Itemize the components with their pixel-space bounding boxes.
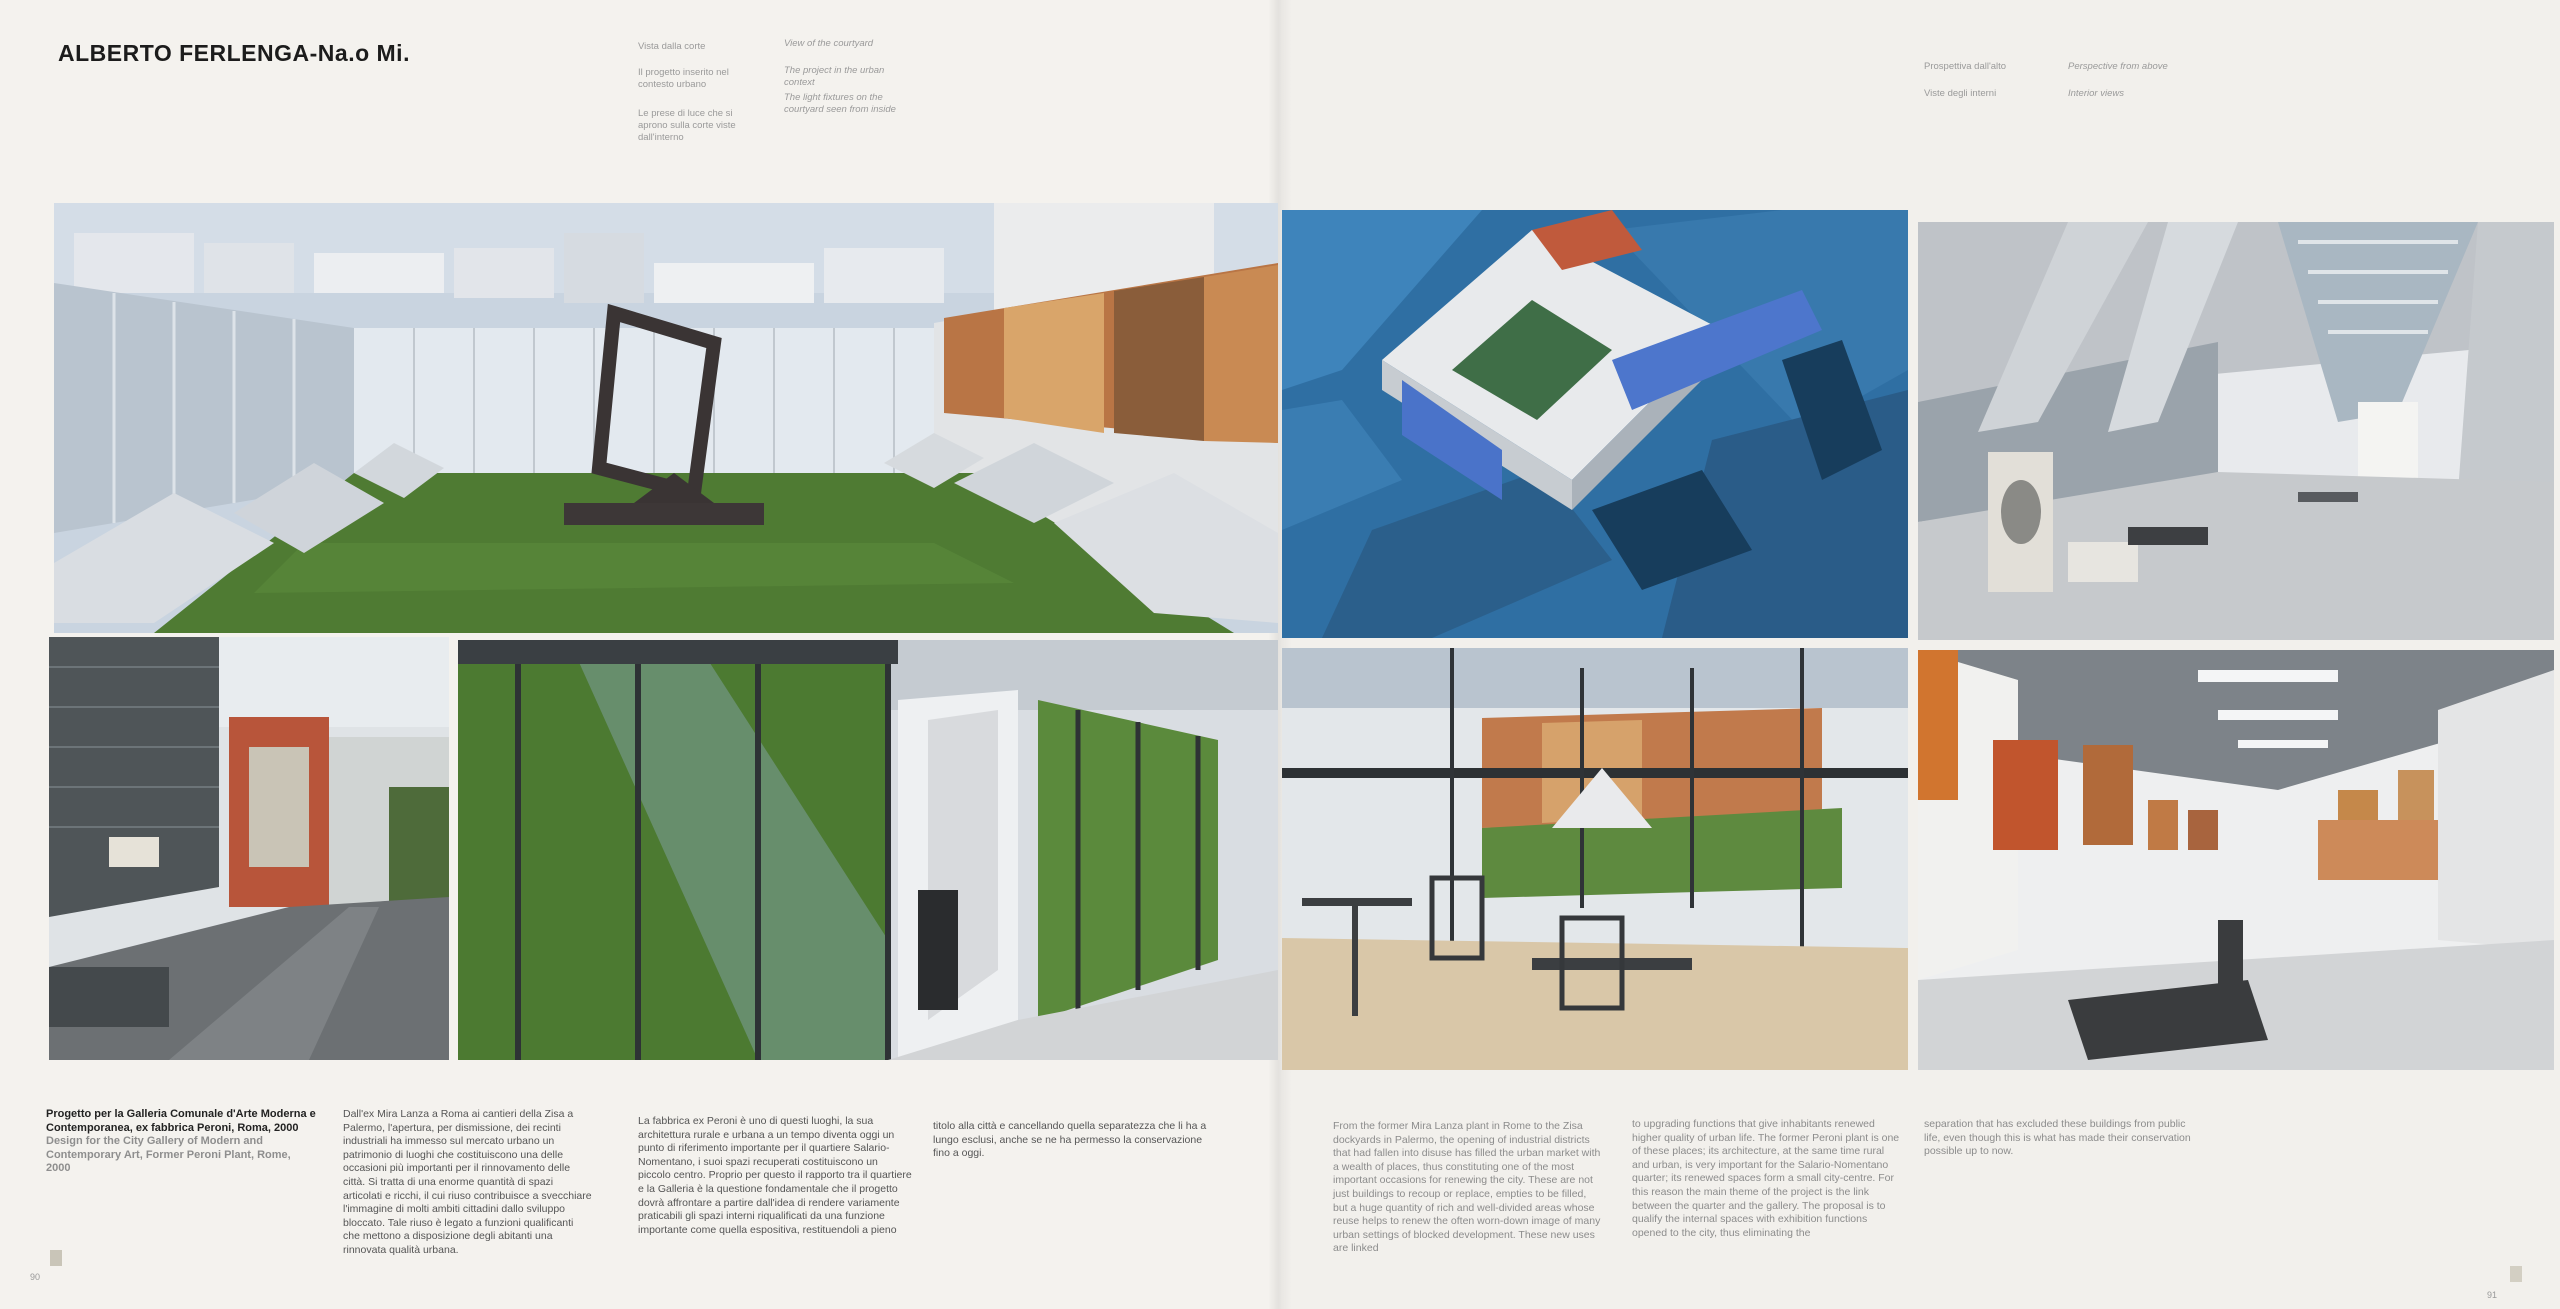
- publisher-logo-right-icon: [2510, 1266, 2522, 1282]
- interior-hall-render: [1918, 222, 2554, 640]
- body-text-it-col1: Dall'ex Mira Lanza a Roma ai cantieri della Zisa a Palermo, l'apertura, per dismissione, dei recinti industriali ha immesso sul mercato urbano un patrimonio di luoghi che costituiscono una delle occasioni più importanti per il rinnovamento delle città. Si tratta di una enorme quantità di spazi articolati e ricchi, il cui riuso contribuisce a svecchiare l'immagine di molti ambiti cittadini dallo sviluppo bloccato. Tale riuso è legato a funzioni qualificanti che mettono a disposizione degli abitanti una rinnovata qualità urbana.: [343, 1108, 592, 1256]
- street-photo: [49, 637, 449, 1060]
- author-title: ALBERTO FERLENGA-Na.o Mi.: [58, 40, 410, 66]
- caption-en-1: View of the courtyard: [784, 38, 874, 49]
- caption-it-2: Il progetto inserito nel contesto urbano: [638, 67, 729, 90]
- grass-wall-render: [458, 640, 1278, 1060]
- project-title-italian: Progetto per la Galleria Comunale d'Arte Moderna e Contemporanea, ex fabbrica Peroni, Roma, 2000: [46, 1108, 316, 1134]
- body-text-en-col3: separation that has excluded these buildings from public life, even though this is what has made their conservation possible up to now.: [1924, 1118, 2191, 1158]
- caption-right-en-2: Interior views: [2068, 88, 2124, 99]
- caption-en-3: The light fixtures on the courtyard seen from inside: [784, 92, 896, 115]
- aerial-render: [1282, 210, 1908, 638]
- project-title-block: [46, 1108, 316, 1176]
- body-text-it-col3: titolo alla città e cancellando quella separatezza che li ha a lungo esclusi, anche se ne ha permesso la conservazione fino a oggi.: [933, 1120, 1207, 1160]
- caption-en-2: The project in the urban context: [784, 65, 885, 88]
- caption-it-3: Le prese di luce che si aprono sulla corte viste dall'interno: [638, 108, 736, 143]
- gallery-interior-render: [1918, 650, 2554, 1070]
- body-text-en-col1: From the former Mira Lanza plant in Rome to the Zisa dockyards in Palermo, the opening of industrial districts that had fallen into disuse has filled the urban market with a wealth of places, thus constituting one of the most important occasions for renewing the city. These are not just buildings to recoup or replace, empties to be filled, but a huge quantity of rich and well-divided areas whose reuse helps to renew the often worn-down image of many urban settings of blocked development. These new uses are linked: [1333, 1120, 1601, 1255]
- page-number-right: 91: [2487, 1290, 2498, 1300]
- publisher-logo-icon: [50, 1250, 62, 1266]
- body-text-en-col2: to upgrading functions that give inhabitants renewed higher quality of urban life. The former Peroni plant is one of these places; its architecture, at the same time rural and urban, is very important for the Salario-Nomentano quarter; its renewed spaces form a small city-centre. For this reason the main theme of the project is the link between the quarter and the gallery. The proposal is to qualify the internal spaces with exhibition functions opened to the city, thus eliminating the: [1632, 1118, 1900, 1239]
- caption-right-it-2: Viste degli interni: [1924, 88, 1997, 99]
- project-title-english: Design for the City Gallery of Modern and Contemporary Art, Former Peroni Plant, Rome, 2000: [46, 1135, 291, 1174]
- caption-it-1: Vista dalla corte: [638, 41, 706, 52]
- page-number-left: 90: [30, 1272, 41, 1282]
- caption-right-en-1: Perspective from above: [2068, 61, 2168, 72]
- cafe-render: [1282, 648, 1908, 1070]
- body-text-it-col2: La fabbrica ex Peroni è uno di questi luoghi, la sua architettura rurale e urbana a un tempo diventa oggi un punto di riferimento importante per il quartiere Salario-Nomentano, i suoi spazi recuperati costituiscono un piccolo centro. Proprio per questo il rapporto tra il quartiere e la Galleria è la questione fondamentale che il progetto dovrà affrontare a partire dall'idea di rendere variamente praticabili gli spazi interni riqualificati da una funzione importante come quella espositiva, restituendoli a pieno: [638, 1115, 912, 1236]
- courtyard-render: [54, 203, 1278, 633]
- caption-right-it-1: Prospettiva dall'alto: [1924, 61, 2007, 72]
